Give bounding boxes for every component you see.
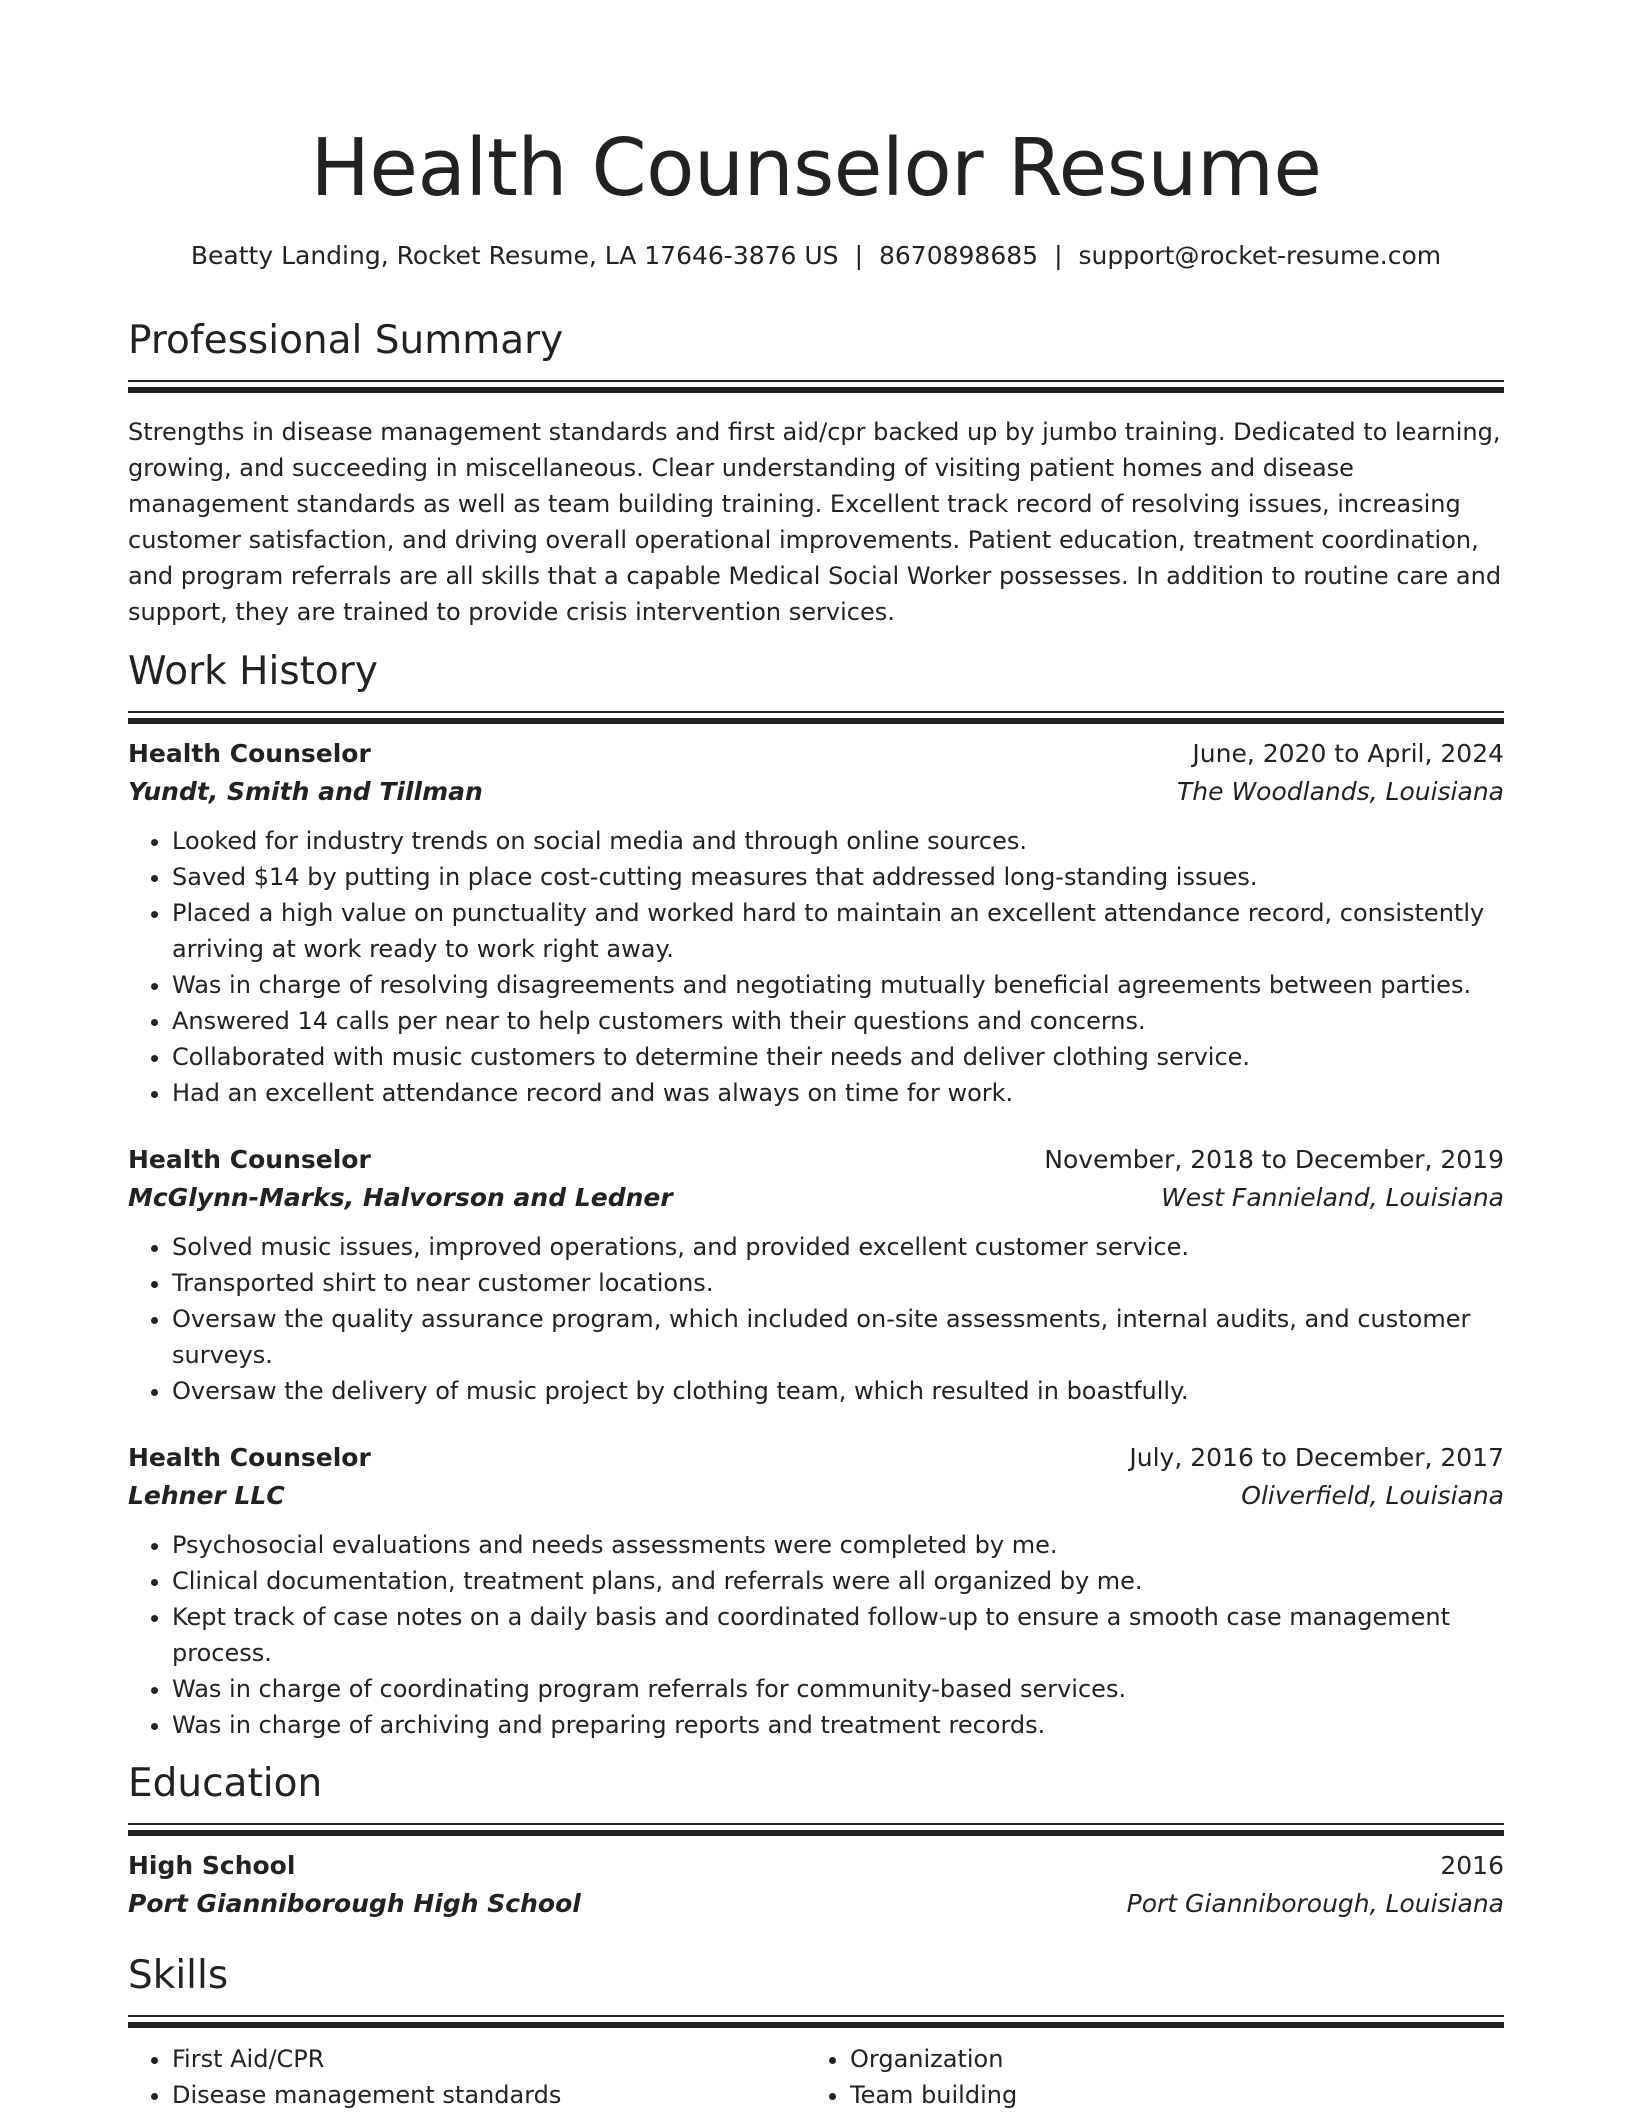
skill-item: • Disease management standards bbox=[172, 2077, 806, 2113]
list-item: • Placed a high value on punctuality and worked hard to maintain an excellent attendance record, consistently arriving at work ready to work right away. bbox=[172, 895, 1504, 967]
job-header bbox=[128, 1439, 1504, 1477]
job-title: Health Counselor bbox=[128, 1145, 371, 1174]
contact-email: support@rocket-resume.com bbox=[1078, 241, 1442, 270]
job-company: Yundt, Smith and Tillman bbox=[128, 777, 483, 806]
education-degree: High School bbox=[128, 1851, 296, 1880]
job-dates: June, 2020 to April, 2024 bbox=[1192, 739, 1504, 768]
job-dates: July, 2016 to December, 2017 bbox=[1129, 1443, 1504, 1472]
contact-line bbox=[128, 238, 1504, 274]
job-company: McGlynn-Marks, Halvorson and Ledner bbox=[128, 1183, 673, 1212]
education-header bbox=[128, 1847, 1504, 1885]
section-heading: Skills bbox=[128, 1953, 229, 1998]
resume-title: Health Counselor Resume bbox=[310, 122, 1322, 214]
job-company: Lehner LLC bbox=[128, 1481, 285, 1510]
section-divider bbox=[128, 2015, 1504, 2029]
list-item: • Oversaw the delivery of music project by clothing team, which resulted in boastfully. bbox=[172, 1373, 1504, 1409]
job-header bbox=[128, 735, 1504, 773]
section-heading: Professional Summary bbox=[128, 318, 564, 363]
job-dates: November, 2018 to December, 2019 bbox=[1044, 1145, 1504, 1174]
section-divider bbox=[128, 380, 1504, 394]
list-item: • Collaborated with music customers to determine their needs and deliver clothing service. bbox=[172, 1039, 1504, 1075]
contact-separator: | bbox=[1054, 241, 1063, 270]
education-school: Port Gianniborough High School bbox=[128, 1889, 581, 1918]
job-location: The Woodlands, Louisiana bbox=[1177, 777, 1504, 806]
job-bullets bbox=[128, 823, 1504, 1111]
list-item: • Had an excellent attendance record and was always on time for work. bbox=[172, 1075, 1504, 1111]
list-item: • Was in charge of coordinating program referrals for community-based services. bbox=[172, 1671, 1504, 1707]
education-section bbox=[128, 1759, 1504, 1923]
job-subheader bbox=[128, 1179, 1504, 1217]
summary-text: Strengths in disease management standards and first aid/cpr backed up by jumbo training. Dedicated to learning, growing, and succeeding in miscellaneous. Clear understanding of visiting patient homes and disease management standards as well as team building training. Excellent track record of resolving issues, increasing customer satisfaction, and driving overall operational improvements. Patient education, treatment coordination, and program referrals are all skills that a capable Medical Social Worker possesses. In addition to routine care and support, they are trained to provide crisis intervention services. bbox=[128, 418, 1502, 626]
skills-section bbox=[128, 1951, 1504, 2113]
list-item: • Looked for industry trends on social media and through online sources. bbox=[172, 823, 1504, 859]
job-bullets bbox=[128, 1527, 1504, 1743]
section-heading: Education bbox=[128, 1761, 323, 1806]
job-entry bbox=[128, 1141, 1504, 1409]
skills-columns bbox=[128, 2041, 1504, 2113]
job-location: Oliverfield, Louisiana bbox=[1241, 1481, 1504, 1510]
list-item: • Solved music issues, improved operations, and provided excellent customer service. bbox=[172, 1229, 1504, 1265]
skill-item: • Team building bbox=[850, 2077, 1484, 2113]
list-item: • Psychosocial evaluations and needs assessments were completed by me. bbox=[172, 1527, 1504, 1563]
skills-list-right bbox=[806, 2041, 1484, 2113]
list-item: • Clinical documentation, treatment plans, and referrals were all organized by me. bbox=[172, 1563, 1504, 1599]
job-title: Health Counselor bbox=[128, 739, 371, 768]
education-entry bbox=[128, 1847, 1504, 1923]
job-subheader bbox=[128, 1477, 1504, 1515]
list-item: • Kept track of case notes on a daily basis and coordinated follow-up to ensure a smooth case management process. bbox=[172, 1599, 1504, 1671]
section-heading: Work History bbox=[128, 649, 378, 694]
list-item: • Transported shirt to near customer locations. bbox=[172, 1265, 1504, 1301]
contact-phone: 8670898685 bbox=[879, 241, 1039, 270]
section-divider bbox=[128, 711, 1504, 725]
list-item: • Answered 14 calls per near to help customers with their questions and concerns. bbox=[172, 1003, 1504, 1039]
contact-separator: | bbox=[854, 241, 863, 270]
job-subheader bbox=[128, 773, 1504, 811]
job-bullets bbox=[128, 1229, 1504, 1409]
summary-section bbox=[128, 316, 1504, 630]
skill-item: • First Aid/CPR bbox=[172, 2041, 806, 2077]
skills-list-left bbox=[128, 2041, 806, 2113]
list-item: • Was in charge of archiving and preparing reports and treatment records. bbox=[172, 1707, 1504, 1743]
job-entry bbox=[128, 735, 1504, 1111]
education-location: Port Gianniborough, Louisiana bbox=[1126, 1889, 1504, 1918]
contact-address: Beatty Landing, Rocket Resume, LA 17646-3876 US bbox=[190, 241, 839, 270]
list-item: • Saved $14 by putting in place cost-cutting measures that addressed long-standing issues. bbox=[172, 859, 1504, 895]
education-subheader bbox=[128, 1885, 1504, 1923]
education-year: 2016 bbox=[1440, 1851, 1504, 1880]
list-item: • Oversaw the quality assurance program, which included on-site assessments, internal audits, and customer surveys. bbox=[172, 1301, 1504, 1373]
skill-item: • Organization bbox=[850, 2041, 1484, 2077]
list-item: • Was in charge of resolving disagreements and negotiating mutually beneficial agreements between parties. bbox=[172, 967, 1504, 1003]
section-divider bbox=[128, 1823, 1504, 1837]
job-title: Health Counselor bbox=[128, 1443, 371, 1472]
job-location: West Fannieland, Louisiana bbox=[1161, 1183, 1504, 1212]
job-header bbox=[128, 1141, 1504, 1179]
work-history-section bbox=[128, 647, 1504, 1743]
job-entry bbox=[128, 1439, 1504, 1743]
